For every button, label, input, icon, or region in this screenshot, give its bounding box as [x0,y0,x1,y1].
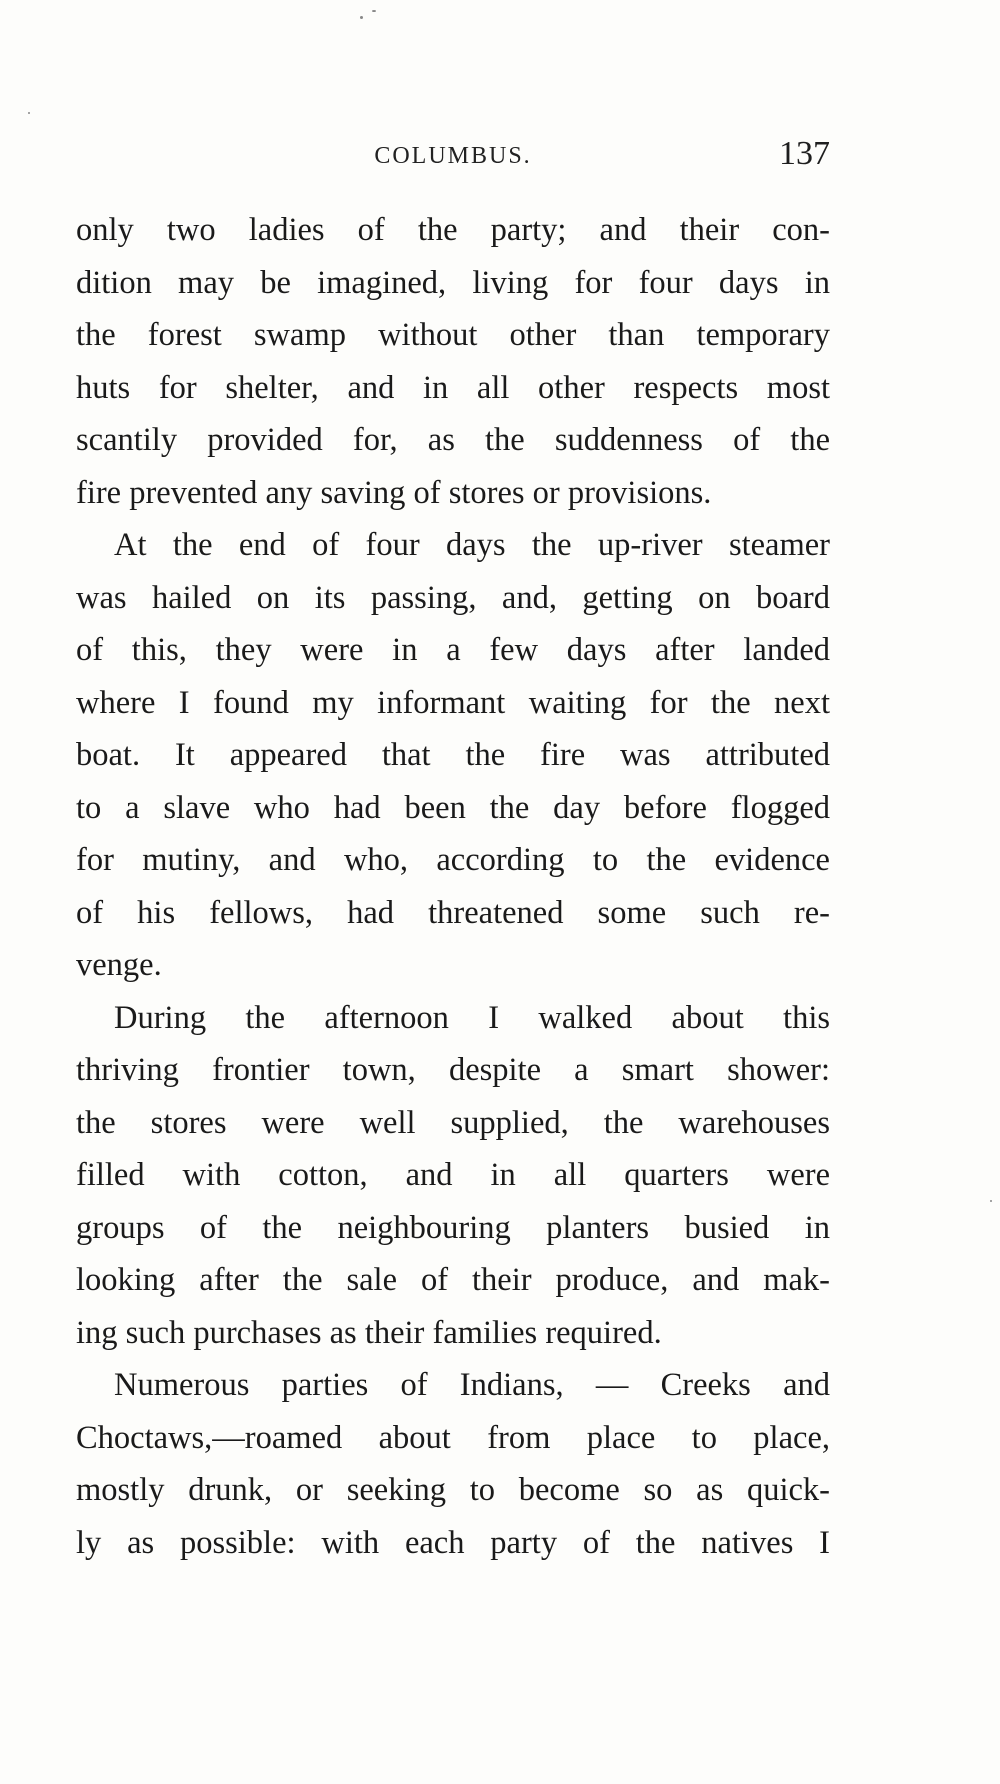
running-head [76,135,830,175]
text-line: of this, they were in a few days after landed [76,632,830,668]
paper-speck [360,16,363,19]
text-line: where I found my informant waiting for the next [76,684,830,721]
text-line: scantily provided for, as the suddenness of the [76,422,830,458]
page-number: 137 [779,135,830,172]
text-line: mostly drunk, or seeking to become so as quick- [76,1472,830,1508]
paper-speck [372,10,376,12]
paragraph-4 [76,1359,830,1569]
paragraph-2 [76,519,830,992]
text-line: venge. [76,947,162,983]
text-line: thriving frontier town, despite a smart shower: [76,1052,830,1088]
text-line: ing such purchases as their families required. [76,1314,662,1351]
paragraph-1 [76,204,830,519]
text-line: the forest swamp without other than temporary [76,317,830,353]
text-line: dition may be imagined, living for four days in [76,264,830,301]
running-title: COLUMBUS. [374,143,532,169]
paragraph-3 [76,992,830,1360]
text-line: Choctaws,—roamed about from place to place, [76,1419,830,1456]
text-line: was hailed on its passing, and, getting on board [76,579,830,616]
body-text [76,204,830,1569]
paper-speck [28,112,30,114]
text-line: the stores were well supplied, the warehouses [76,1104,830,1141]
text-line: boat. It appeared that the fire was attributed [76,737,830,773]
text-line: only two ladies of the party; and their con- [76,212,830,248]
text-line: At the end of four days the up-river steamer [114,527,830,563]
text-line: ly as possible: with each party of the natives I [76,1524,830,1561]
text-line: looking after the sale of their produce, and mak- [76,1262,830,1298]
text-line: During the afternoon I walked about this [114,999,830,1036]
text-line: for mutiny, and who, according to the evidence [76,842,830,878]
text-line: fire prevented any saving of stores or provisions. [76,474,712,511]
paper-speck [990,1200,992,1202]
text-line: Numerous parties of Indians, — Creeks and [114,1367,830,1403]
text-line: filled with cotton, and in all quarters were [76,1157,830,1193]
text-line: huts for shelter, and in all other respects most [76,369,830,406]
text-line: groups of the neighbouring planters busied in [76,1209,830,1246]
text-line: of his fellows, had threatened some such re- [76,894,830,931]
text-line: to a slave who had been the day before flogged [76,789,830,826]
